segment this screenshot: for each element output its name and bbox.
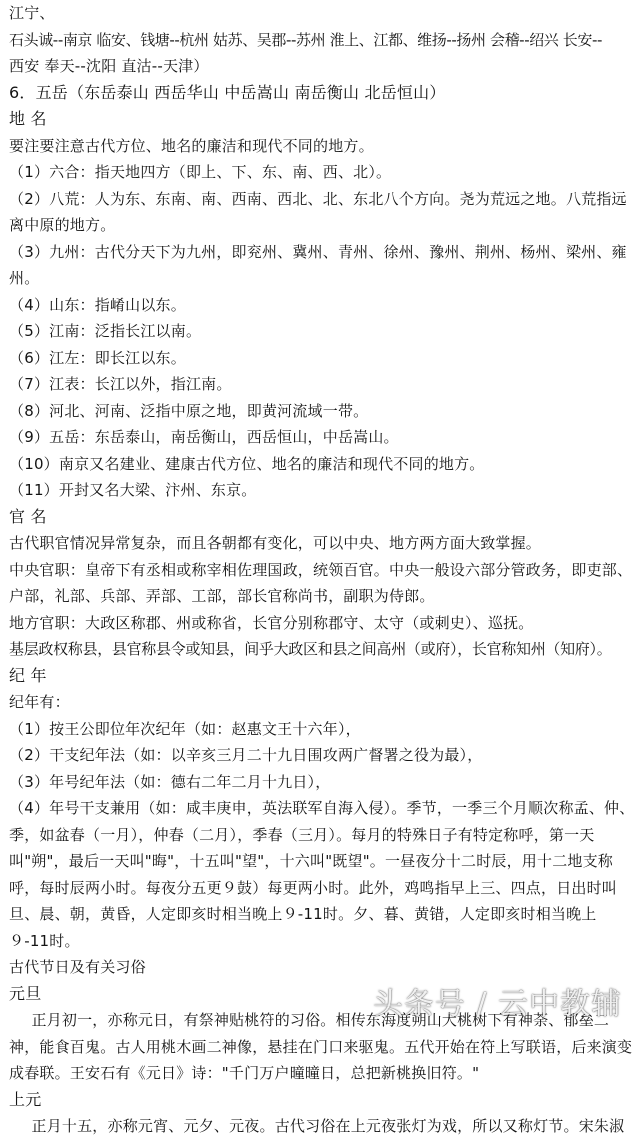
text-line: 石头诚--南京 临安、钱塘--杭州 姑苏、吴郡--苏州 淮上、江都、维扬--扬州 会稽--绍兴 长安-- bbox=[9, 30, 602, 49]
list-item: （10）南京又名建业、建康古代方位、地名的廉洁和现代不同的地方。 bbox=[9, 454, 485, 473]
section-heading: 地 名 bbox=[9, 109, 47, 128]
list-item: （5）江南：泛指长江以南。 bbox=[9, 322, 202, 340]
paragraph: 正月初一，亦称元日，有祭神贴桃符的习俗。相传东海度朔山大桃树下有神荼、郁垒二神，能食百鬼。古人用桃木画二神像，悬挂在门口来驱鬼。五代开始在符上写联语，后来演变成春联。王安石有《元日》诗："千门万户曈曈日，总把新桃换旧符。" bbox=[9, 1011, 633, 1082]
list-item: （3）九州：古代分天下为九州，即兖州、冀州、青州、徐州、豫州、荆州、杨州、梁州、雍州。 bbox=[9, 242, 627, 287]
text-line: 江宁、 bbox=[9, 4, 55, 22]
list-item: （1）按王公即位年次纪年（如：赵惠文王十六年）， bbox=[9, 719, 361, 738]
section-heading: 纪 年 bbox=[9, 665, 47, 685]
list-item: （6）江左：即长江以东。 bbox=[9, 348, 186, 367]
list-item: （9）五岳：东岳泰山，南岳衡山，西岳恒山，中岳嵩山。 bbox=[9, 428, 399, 446]
paragraph: （4）年号干支兼用（如：咸丰庚申，英法联军自海入侵）。季节，一季三个月顺次称孟、仲、季，如盆春（一月），仲春（二月），季春（三月）。每月的特殊日子有特定称呼，第一天叫"朔"，最后一天叫"晦"，十五叫"望"，十六叫"既望"。一昼夜分十二时辰，用十二地支称呼，每时辰两小时。每夜分五更９鼓）每更两小时。此外，鸡鸣指早上三、四点，日出时叫旦、晨、朝，黄昏，人定即亥时相当晚上９-11时。夕、暮、黄错，人定即亥时相当晚上９-11时。 bbox=[9, 799, 635, 950]
list-item: （11）开封又名大梁、汴州、东京。 bbox=[9, 481, 257, 499]
list-item: （2）干支纪年法（如：以辛亥三月二十九日围攻两广督署之役为最）， bbox=[9, 746, 483, 764]
text-line: 古代职官情况异常复杂，而且各朝都有变化，可以中央、地方两方面大致掌握。 bbox=[9, 534, 542, 552]
paragraph: 正月十五，亦称元宵、元夕、元夜。古代习俗在上元夜张灯为戏，所以又称灯节。宋朱淑 bbox=[31, 1117, 625, 1135]
paragraph: 中央官职：皇帝下有丞相或称宰相佐理国政，统领百官。中央一般设六部分管政务，即吏部、户部，礼部、兵部、弄部、工部，部长官称尚书，副职为侍郎。 bbox=[9, 560, 633, 605]
list-item: （8）河北、河南、泛指中原之地，即黄河流域一带。 bbox=[9, 401, 369, 420]
watermark: 头条号 / 云中教辅 bbox=[372, 987, 622, 1022]
list-item: （2）八荒：人为东、东南、南、西南、西北、北、东北八个方向。尧为荒远之地。八荒指远离中原的地方。 bbox=[9, 189, 627, 234]
section-title: 6．五岳（东岳泰山 西岳华山 中岳嵩山 南岳衡山 北岳恒山） bbox=[9, 82, 446, 102]
text-line: 纪年有： bbox=[9, 693, 70, 711]
text-line: 要注要注意古代方位、地名的廉洁和现代不同的地方。 bbox=[9, 136, 374, 155]
list-item: （3）年号纪年法（如：德右二年二月十九日）， bbox=[9, 772, 331, 791]
text-line: 西安 奉天--沈阳 直沽--天津） bbox=[9, 57, 209, 75]
list-item: （4）山东：指崤山以东。 bbox=[9, 295, 186, 314]
section-heading: 元旦 bbox=[9, 983, 42, 1003]
section-heading: 古代节日及有关习俗 bbox=[9, 958, 146, 976]
document-page bbox=[9, 0, 635, 1140]
text-line: 地方官职：大政区称郡、州或称省，长官分别称郡守、太守（或刺史）、巡抚。 bbox=[9, 613, 534, 632]
list-item: （1）六合：指天地四方（即上、下、东、南、西、北）。 bbox=[9, 163, 392, 181]
section-heading: 官 名 bbox=[9, 506, 47, 526]
section-heading: 上元 bbox=[9, 1089, 42, 1109]
text-line: 基层政权称县，县官称县令或知县，间乎大政区和县之间高州（或府），长官称知州（知府）。 bbox=[9, 640, 612, 658]
list-item: （7）江表：长江以外，指江南。 bbox=[9, 375, 232, 393]
